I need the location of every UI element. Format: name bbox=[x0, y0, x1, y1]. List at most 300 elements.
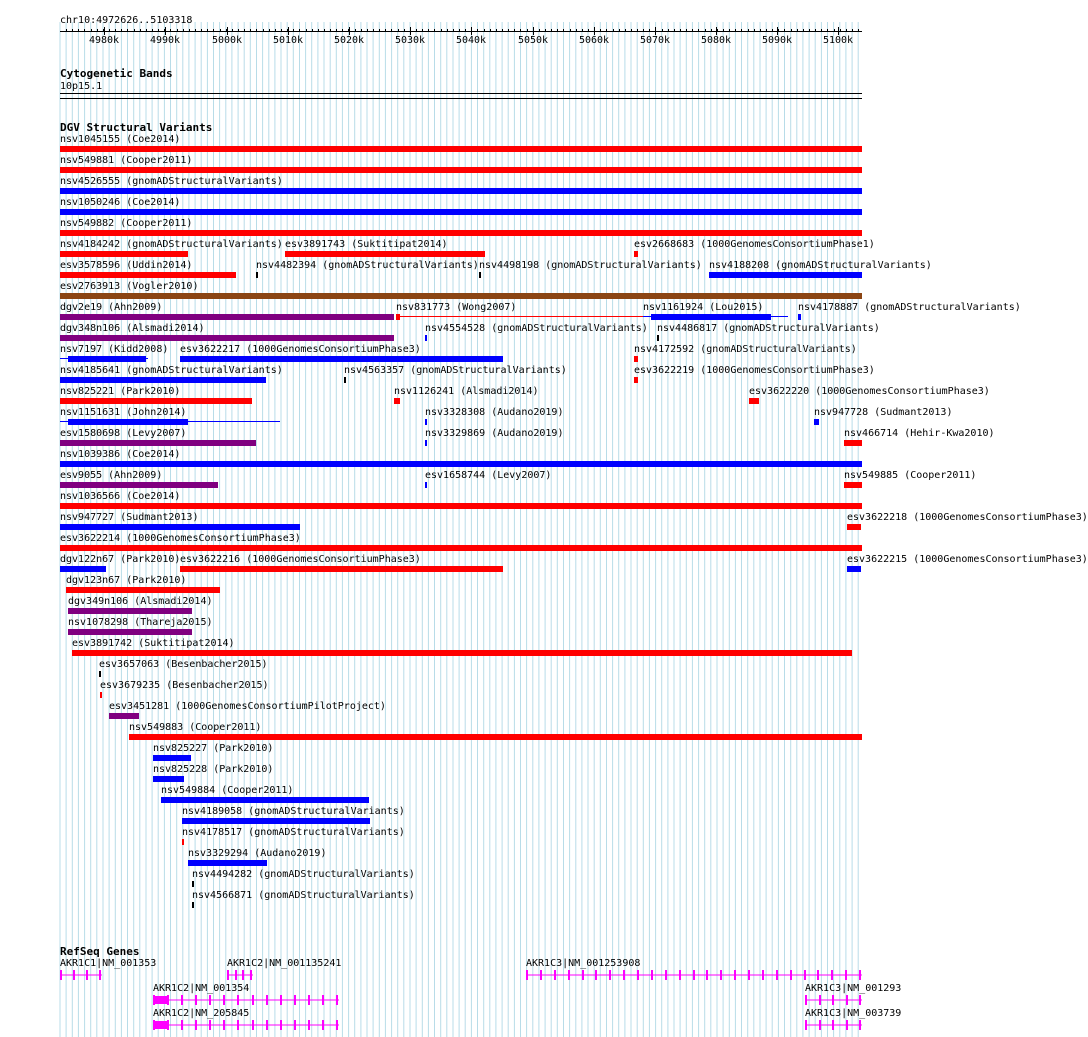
dgv-variant-label[interactable]: nsv825228 (Park2010) bbox=[153, 764, 274, 775]
dgv-variant-bar[interactable] bbox=[60, 146, 862, 152]
ruler-minor-tick bbox=[232, 29, 233, 32]
dgv-variant-label[interactable]: esv3622214 (1000GenomesConsortiumPhase3) bbox=[60, 533, 301, 544]
dgv-variant-label[interactable]: nsv1126241 (Alsmadi2014) bbox=[394, 386, 539, 397]
gene-exon bbox=[776, 970, 778, 980]
dgv-variant-label[interactable]: esv3622219 (1000GenomesConsortiumPhase3) bbox=[634, 365, 875, 376]
dgv-variant-label[interactable]: nsv4526555 (gnomADStructuralVariants) bbox=[60, 176, 283, 187]
ruler-tick-label: 5000k bbox=[211, 35, 243, 46]
dgv-variant-label[interactable]: nsv3329869 (Audano2019) bbox=[425, 428, 564, 439]
gene-exon bbox=[181, 995, 183, 1005]
ruler-minor-tick bbox=[127, 29, 128, 32]
ruler-minor-tick bbox=[803, 29, 804, 32]
dgv-variant-label[interactable]: esv3891743 (Suktitipat2014) bbox=[285, 239, 448, 250]
ruler-minor-tick bbox=[729, 29, 730, 32]
ruler-minor-tick bbox=[287, 29, 288, 32]
ruler-minor-tick bbox=[711, 29, 712, 32]
ruler-tick-label: 5080k bbox=[700, 35, 732, 46]
gene-exon bbox=[153, 996, 167, 1004]
dgv-variant-bar[interactable] bbox=[425, 440, 427, 446]
ruler-minor-tick bbox=[195, 29, 196, 32]
dgv-variant-bar[interactable] bbox=[153, 776, 184, 782]
gene-exon bbox=[805, 995, 807, 1005]
ruler-minor-tick bbox=[545, 29, 546, 32]
gene-exon bbox=[167, 995, 169, 1005]
dgv-variant-bar[interactable] bbox=[479, 272, 481, 278]
ruler-minor-tick bbox=[643, 29, 644, 32]
dgv-variant-label[interactable]: nsv947727 (Sudmant2013) bbox=[60, 512, 199, 523]
dgv-variant-label[interactable]: nsv549882 (Cooper2011) bbox=[60, 218, 193, 229]
track-title-cytoband[interactable]: Cytogenetic Bands bbox=[60, 67, 173, 80]
ruler-minor-tick bbox=[655, 29, 656, 32]
dgv-variant-bar[interactable] bbox=[60, 482, 218, 488]
gene-exon bbox=[846, 1020, 848, 1030]
dgv-variant-label[interactable]: esv1580698 (Levy2007) bbox=[60, 428, 187, 439]
ruler-minor-tick bbox=[416, 29, 417, 32]
dgv-variant-bar[interactable] bbox=[60, 566, 106, 572]
gene-exon bbox=[237, 995, 239, 1005]
dgv-variant-bar[interactable] bbox=[60, 545, 862, 551]
ruler-minor-tick bbox=[527, 29, 528, 32]
dgv-variant-bar[interactable] bbox=[182, 839, 184, 845]
dgv-variant-label[interactable]: nsv4189058 (gnomADStructuralVariants) bbox=[182, 806, 405, 817]
dgv-variant-bar[interactable] bbox=[749, 398, 759, 404]
dgv-variant-label[interactable]: dgv122n67 (Park2010) bbox=[60, 554, 181, 565]
dgv-variant-bar[interactable] bbox=[153, 755, 191, 761]
ruler-minor-tick bbox=[404, 29, 405, 32]
dgv-variant-bar[interactable] bbox=[256, 272, 258, 278]
ruler-minor-tick bbox=[330, 29, 331, 32]
gene-model[interactable] bbox=[153, 1019, 341, 1031]
ruler-minor-tick bbox=[398, 29, 399, 32]
dgv-variant-bar[interactable] bbox=[129, 734, 862, 740]
dgv-variant-label[interactable]: nsv4498198 (gnomADStructuralVariants) bbox=[479, 260, 702, 271]
ruler-minor-tick bbox=[576, 29, 577, 32]
gene-exon bbox=[237, 1020, 239, 1030]
dgv-variant-label[interactable]: nsv4563357 (gnomADStructuralVariants) bbox=[344, 365, 567, 376]
ruler-minor-tick bbox=[422, 29, 423, 32]
gene-exon bbox=[819, 1020, 821, 1030]
dgv-variant-bar[interactable] bbox=[394, 398, 400, 404]
ruler-minor-tick bbox=[637, 29, 638, 32]
ruler-minor-tick bbox=[563, 29, 564, 32]
gene-exon bbox=[153, 1021, 167, 1029]
gene-label[interactable]: AKR1C2|NM_001354 bbox=[153, 983, 250, 994]
ruler-minor-tick bbox=[459, 29, 460, 32]
ruler-minor-tick bbox=[453, 29, 454, 32]
gene-label[interactable]: AKR1C2|NM_205845 bbox=[153, 1008, 250, 1019]
dgv-variant-bar[interactable] bbox=[66, 587, 220, 593]
ruler-tick-label: 5030k bbox=[394, 35, 426, 46]
ruler-minor-tick bbox=[373, 29, 374, 32]
dgv-variant-bar[interactable] bbox=[709, 272, 862, 278]
dgv-variant-label[interactable]: esv3622217 (1000GenomesConsortiumPhase3) bbox=[180, 344, 421, 355]
ruler-minor-tick bbox=[342, 29, 343, 32]
dgv-variant-bar[interactable] bbox=[425, 482, 427, 488]
dgv-variant-bar[interactable] bbox=[60, 272, 236, 278]
gene-label[interactable]: AKR1C1|NM_001353 bbox=[60, 958, 157, 969]
dgv-variant-label[interactable]: esv3622220 (1000GenomesConsortiumPhase3) bbox=[749, 386, 990, 397]
dgv-variant-bar[interactable] bbox=[109, 713, 139, 719]
dgv-variant-label[interactable]: esv1658744 (Levy2007) bbox=[425, 470, 552, 481]
ruler-minor-tick bbox=[441, 29, 442, 32]
ruler-minor-tick bbox=[594, 29, 595, 32]
gene-exon bbox=[804, 970, 806, 980]
gene-exon bbox=[280, 995, 282, 1005]
ruler-minor-tick bbox=[619, 29, 620, 32]
dgv-variant-bar[interactable] bbox=[180, 566, 503, 572]
dgv-variant-bar[interactable] bbox=[396, 316, 646, 317]
ruler-minor-tick bbox=[533, 29, 534, 32]
dgv-variant-label[interactable]: nsv3329294 (Audano2019) bbox=[188, 848, 327, 859]
dgv-variant-bar[interactable] bbox=[72, 650, 852, 656]
ruler-minor-tick bbox=[741, 29, 742, 32]
dgv-variant-bar[interactable] bbox=[180, 356, 503, 362]
ruler-minor-tick bbox=[858, 29, 859, 32]
ruler-minor-tick bbox=[471, 29, 472, 32]
gene-exon bbox=[195, 1020, 197, 1030]
ruler-minor-tick bbox=[508, 29, 509, 32]
ruler-minor-tick bbox=[490, 29, 491, 32]
dgv-variant-label[interactable]: esv2763913 (Vogler2010) bbox=[60, 281, 199, 292]
ruler-tick-label: 4980k bbox=[88, 35, 120, 46]
ruler-minor-tick bbox=[447, 29, 448, 32]
dgv-variant-label[interactable]: nsv7197 (Kidd2008) bbox=[60, 344, 169, 355]
gene-exon bbox=[322, 995, 324, 1005]
dgv-variant-bar[interactable] bbox=[798, 314, 801, 320]
ruler-tick-label: 5010k bbox=[272, 35, 304, 46]
track-title-dgv[interactable]: DGV Structural Variants bbox=[60, 121, 213, 134]
ruler-minor-tick bbox=[385, 29, 386, 32]
gene-exon bbox=[595, 970, 597, 980]
dgv-variant-label[interactable]: nsv1151631 (John2014) bbox=[60, 407, 187, 418]
ruler-minor-tick bbox=[465, 29, 466, 32]
ruler-minor-tick bbox=[72, 29, 73, 32]
ruler-minor-tick bbox=[797, 29, 798, 32]
gene-exon bbox=[167, 1020, 169, 1030]
ruler-minor-tick bbox=[434, 29, 435, 32]
ruler-minor-tick bbox=[244, 29, 245, 32]
dgv-variant-label[interactable]: esv9055 (Ahn2009) bbox=[60, 470, 163, 481]
dgv-variant-bar[interactable] bbox=[60, 251, 188, 257]
gene-exon bbox=[235, 970, 237, 980]
dgv-variant-bar[interactable] bbox=[634, 251, 638, 257]
ruler-minor-tick bbox=[791, 29, 792, 32]
dgv-variant-label[interactable]: nsv4188208 (gnomADStructuralVariants) bbox=[709, 260, 932, 271]
ruler-tick-label: 5020k bbox=[333, 35, 365, 46]
dgv-variant-label[interactable]: nsv4178517 (gnomADStructuralVariants) bbox=[182, 827, 405, 838]
ruler-minor-tick bbox=[502, 29, 503, 32]
gene-exon bbox=[832, 1020, 834, 1030]
track-title-refseq[interactable]: RefSeq Genes bbox=[60, 945, 140, 958]
dgv-variant-bar[interactable] bbox=[634, 356, 638, 362]
dgv-variant-bar[interactable] bbox=[161, 797, 369, 803]
gene-exon bbox=[679, 970, 681, 980]
ruler-minor-tick bbox=[281, 29, 282, 32]
dgv-variant-label[interactable]: dgv348n106 (Alsmadi2014) bbox=[60, 323, 205, 334]
dgv-variant-bar[interactable] bbox=[192, 902, 194, 908]
ruler-minor-tick bbox=[250, 29, 251, 32]
ruler-minor-tick bbox=[514, 29, 515, 32]
gene-exon bbox=[250, 970, 252, 980]
gene-exon bbox=[762, 970, 764, 980]
dgv-variant-label[interactable]: esv3622216 (1000GenomesConsortiumPhase3) bbox=[180, 554, 421, 565]
ruler-minor-tick bbox=[201, 29, 202, 32]
dgv-variant-bar[interactable] bbox=[60, 398, 252, 404]
ruler-minor-tick bbox=[834, 29, 835, 32]
ruler-minor-tick bbox=[164, 29, 165, 32]
ruler-minor-tick bbox=[226, 29, 227, 32]
ruler-minor-tick bbox=[674, 29, 675, 32]
gene-exon bbox=[790, 970, 792, 980]
gene-exon bbox=[223, 1020, 225, 1030]
gene-exon bbox=[637, 970, 639, 980]
ruler-tick bbox=[227, 27, 228, 35]
gene-label[interactable]: AKR1C3|NM_003739 bbox=[805, 1008, 902, 1019]
dgv-variant-label[interactable]: nsv4185641 (gnomADStructuralVariants) bbox=[60, 365, 283, 376]
dgv-variant-bar[interactable] bbox=[425, 335, 427, 341]
dgv-variant-bar[interactable] bbox=[847, 566, 861, 572]
dgv-variant-bar[interactable] bbox=[100, 692, 102, 698]
ruler-minor-tick bbox=[852, 29, 853, 32]
gene-exon bbox=[223, 995, 225, 1005]
gene-exon bbox=[336, 1020, 338, 1030]
dgv-variant-label[interactable]: nsv1045155 (Coe2014) bbox=[60, 134, 181, 145]
ruler-tick-label: 5090k bbox=[761, 35, 793, 46]
dgv-variant-label[interactable]: nsv549885 (Cooper2011) bbox=[844, 470, 977, 481]
dgv-variant-bar[interactable] bbox=[60, 293, 862, 299]
dgv-variant-label[interactable]: dgv123n67 (Park2010) bbox=[66, 575, 187, 586]
ruler-minor-tick bbox=[760, 29, 761, 32]
ruler-minor-tick bbox=[754, 29, 755, 32]
dgv-variant-bar[interactable] bbox=[60, 209, 862, 215]
ruler-minor-tick bbox=[269, 29, 270, 32]
gene-exon bbox=[693, 970, 695, 980]
dgv-variant-label[interactable]: nsv1078298 (Thareja2015) bbox=[68, 617, 213, 628]
dgv-variant-label[interactable]: nsv4482394 (gnomADStructuralVariants) bbox=[256, 260, 479, 271]
ruler-minor-tick bbox=[256, 29, 257, 32]
ruler-minor-tick bbox=[78, 29, 79, 32]
ruler-minor-tick bbox=[367, 29, 368, 32]
ruler-minor-tick bbox=[582, 29, 583, 32]
ruler-minor-tick bbox=[766, 29, 767, 32]
ruler-minor-tick bbox=[428, 29, 429, 32]
ruler-minor-tick bbox=[293, 29, 294, 32]
gene-exon bbox=[73, 970, 75, 980]
dgv-variant-label[interactable]: esv3679235 (Besenbacher2015) bbox=[100, 680, 269, 691]
dgv-variant-bar[interactable] bbox=[60, 503, 862, 509]
ruler-minor-tick bbox=[570, 29, 571, 32]
ruler-minor-tick bbox=[827, 29, 828, 32]
ruler-minor-tick bbox=[348, 29, 349, 32]
dgv-variant-label[interactable]: dgv349n106 (Alsmadi2014) bbox=[68, 596, 213, 607]
gene-exon bbox=[266, 995, 268, 1005]
ruler-minor-tick bbox=[668, 29, 669, 32]
dgv-variant-bar[interactable] bbox=[285, 251, 485, 257]
ruler-minor-tick bbox=[306, 29, 307, 32]
gene-exon bbox=[665, 970, 667, 980]
ruler-minor-tick bbox=[391, 29, 392, 32]
gene-label[interactable]: AKR1C3|NM_001293 bbox=[805, 983, 902, 994]
gene-exon bbox=[60, 970, 62, 980]
ruler-minor-tick bbox=[680, 29, 681, 32]
dgv-variant-bar[interactable] bbox=[60, 461, 862, 467]
dgv-variant-label[interactable]: nsv825221 (Park2010) bbox=[60, 386, 181, 397]
dgv-variant-label[interactable]: nsv4178887 (gnomADStructuralVariants) bbox=[798, 302, 1021, 313]
ruler-minor-tick bbox=[551, 29, 552, 32]
ruler-minor-tick bbox=[477, 29, 478, 32]
gene-exon bbox=[252, 995, 254, 1005]
dgv-variant-bar[interactable] bbox=[60, 188, 862, 194]
dgv-variant-bar[interactable] bbox=[847, 524, 861, 530]
dgv-variant-label[interactable]: dgv2e19 (Ahn2009) bbox=[60, 302, 163, 313]
ruler-minor-tick bbox=[312, 29, 313, 32]
dgv-variant-label[interactable]: nsv1161924 (Lou2015) bbox=[643, 302, 764, 313]
gene-model[interactable] bbox=[805, 994, 864, 1006]
dgv-variant-bar[interactable] bbox=[60, 335, 394, 341]
gene-exon bbox=[266, 1020, 268, 1030]
gene-model[interactable] bbox=[153, 994, 341, 1006]
ruler-minor-tick bbox=[121, 29, 122, 32]
dgv-variant-bar[interactable] bbox=[634, 377, 638, 383]
dgv-variant-bar[interactable] bbox=[60, 440, 256, 446]
ruler-minor-tick bbox=[177, 29, 178, 32]
dgv-variant-label[interactable]: nsv4566871 (gnomADStructuralVariants) bbox=[192, 890, 415, 901]
dgv-variant-block[interactable] bbox=[396, 314, 400, 320]
gene-exon bbox=[242, 970, 244, 980]
dgv-variant-label[interactable]: nsv466714 (Hehir-Kwa2010) bbox=[844, 428, 995, 439]
ruler-minor-tick bbox=[66, 29, 67, 32]
dgv-variant-bar[interactable] bbox=[192, 881, 194, 887]
gene-exon bbox=[720, 970, 722, 980]
dgv-variant-label[interactable]: esv3622215 (1000GenomesConsortiumPhase3) bbox=[847, 554, 1088, 565]
gene-exon bbox=[294, 995, 296, 1005]
dgv-variant-label[interactable]: esv2668683 (1000GenomesConsortiumPhase1) bbox=[634, 239, 875, 250]
ruler-minor-tick bbox=[158, 29, 159, 32]
dgv-variant-label[interactable]: esv3657063 (Besenbacher2015) bbox=[99, 659, 268, 670]
dgv-variant-bar[interactable] bbox=[814, 419, 819, 425]
dgv-variant-bar[interactable] bbox=[60, 314, 394, 320]
dgv-variant-label[interactable]: nsv1039386 (Coe2014) bbox=[60, 449, 181, 460]
ruler-minor-tick bbox=[152, 29, 153, 32]
dgv-variant-bar[interactable] bbox=[844, 482, 862, 488]
gene-exon bbox=[336, 995, 338, 1005]
dgv-variant-label[interactable]: nsv549883 (Cooper2011) bbox=[129, 722, 262, 733]
dgv-variant-label[interactable]: nsv831773 (Wong2007) bbox=[396, 302, 517, 313]
dgv-variant-block[interactable] bbox=[68, 356, 146, 362]
ruler-minor-tick bbox=[815, 29, 816, 32]
ruler-minor-tick bbox=[109, 29, 110, 32]
dgv-variant-label[interactable]: esv3891742 (Suktitipat2014) bbox=[72, 638, 235, 649]
gene-model[interactable] bbox=[526, 969, 864, 981]
ruler-minor-tick bbox=[821, 29, 822, 32]
dgv-variant-bar[interactable] bbox=[182, 818, 370, 824]
ruler-minor-tick bbox=[772, 29, 773, 32]
dgv-variant-bar[interactable] bbox=[60, 524, 300, 530]
ruler-tick-label: 5060k bbox=[578, 35, 610, 46]
ruler-tick-label: 5070k bbox=[639, 35, 671, 46]
dgv-variant-label[interactable]: esv3622218 (1000GenomesConsortiumPhase3) bbox=[847, 512, 1088, 523]
gene-exon bbox=[209, 1020, 211, 1030]
ruler-minor-tick bbox=[189, 29, 190, 32]
dgv-variant-label[interactable]: nsv549881 (Cooper2011) bbox=[60, 155, 193, 166]
ruler-minor-tick bbox=[275, 29, 276, 32]
gene-model[interactable] bbox=[227, 969, 255, 981]
dgv-variant-bar[interactable] bbox=[99, 671, 101, 677]
gene-label[interactable]: AKR1C3|NM_001253908 bbox=[526, 958, 641, 969]
gene-exon bbox=[540, 970, 542, 980]
gene-exon bbox=[832, 995, 834, 1005]
ruler-minor-tick bbox=[263, 29, 264, 32]
ruler-minor-tick bbox=[631, 29, 632, 32]
dgv-variant-label[interactable]: nsv4554528 (gnomADStructuralVariants) bbox=[425, 323, 648, 334]
gene-exon bbox=[859, 1020, 861, 1030]
dgv-variant-label[interactable]: esv3451281 (1000GenomesConsortiumPilotProject) bbox=[109, 701, 386, 712]
ruler-minor-tick bbox=[600, 29, 601, 32]
dgv-variant-label[interactable]: nsv3328308 (Audano2019) bbox=[425, 407, 564, 418]
ruler-minor-tick bbox=[379, 29, 380, 32]
dgv-variant-block[interactable] bbox=[68, 419, 188, 425]
dgv-variant-label[interactable]: nsv549884 (Cooper2011) bbox=[161, 785, 294, 796]
ruler-minor-tick bbox=[705, 29, 706, 32]
gene-exon bbox=[99, 970, 101, 980]
ruler-minor-tick bbox=[606, 29, 607, 32]
dgv-variant-bar[interactable] bbox=[60, 230, 862, 236]
dgv-variant-bar[interactable] bbox=[657, 335, 659, 341]
ruler-minor-tick bbox=[410, 29, 411, 32]
dgv-variant-label[interactable]: nsv1036566 (Coe2014) bbox=[60, 491, 181, 502]
dgv-variant-bar[interactable] bbox=[68, 608, 192, 614]
gene-label[interactable]: AKR1C2|NM_001135241 bbox=[227, 958, 342, 969]
gene-exon bbox=[308, 995, 310, 1005]
ruler-minor-tick bbox=[809, 29, 810, 32]
gene-model[interactable] bbox=[805, 1019, 864, 1031]
dgv-variant-block[interactable] bbox=[651, 314, 771, 320]
ruler-minor-tick bbox=[361, 29, 362, 32]
dgv-variant-bar[interactable] bbox=[344, 377, 346, 383]
dgv-variant-label[interactable]: nsv4486817 (gnomADStructuralVariants) bbox=[657, 323, 880, 334]
dgv-variant-bar[interactable] bbox=[60, 167, 862, 173]
gene-exon bbox=[252, 1020, 254, 1030]
dgv-variant-bar[interactable] bbox=[188, 860, 267, 866]
dgv-variant-bar[interactable] bbox=[60, 377, 266, 383]
ruler-minor-tick bbox=[91, 29, 92, 32]
dgv-variant-label[interactable]: nsv4494282 (gnomADStructuralVariants) bbox=[192, 869, 415, 880]
dgv-variant-bar[interactable] bbox=[425, 419, 427, 425]
dgv-variant-label[interactable]: nsv825227 (Park2010) bbox=[153, 743, 274, 754]
gene-exon bbox=[554, 970, 556, 980]
dgv-variant-label[interactable]: esv3578596 (Uddin2014) bbox=[60, 260, 193, 271]
ruler-minor-tick bbox=[140, 29, 141, 32]
ruler-minor-tick bbox=[748, 29, 749, 32]
ruler-minor-tick bbox=[213, 29, 214, 32]
dgv-variant-bar[interactable] bbox=[844, 440, 862, 446]
ruler-tick-label: 4990k bbox=[149, 35, 181, 46]
gene-exon bbox=[734, 970, 736, 980]
ruler-minor-tick bbox=[778, 29, 779, 32]
gene-exon bbox=[846, 995, 848, 1005]
dgv-variant-label[interactable]: nsv1050246 (Coe2014) bbox=[60, 197, 181, 208]
dgv-variant-bar[interactable] bbox=[68, 629, 192, 635]
ruler-minor-tick bbox=[183, 29, 184, 32]
dgv-variant-label[interactable]: nsv4172592 (gnomADStructuralVariants) bbox=[634, 344, 857, 355]
gene-exon bbox=[748, 970, 750, 980]
ruler-tick-label: 5050k bbox=[517, 35, 549, 46]
dgv-variant-label[interactable]: nsv947728 (Sudmant2013) bbox=[814, 407, 953, 418]
dgv-variant-label[interactable]: nsv4184242 (gnomADStructuralVariants) bbox=[60, 239, 283, 250]
ruler-minor-tick bbox=[496, 29, 497, 32]
gene-exon bbox=[308, 1020, 310, 1030]
gene-model[interactable] bbox=[60, 969, 104, 981]
